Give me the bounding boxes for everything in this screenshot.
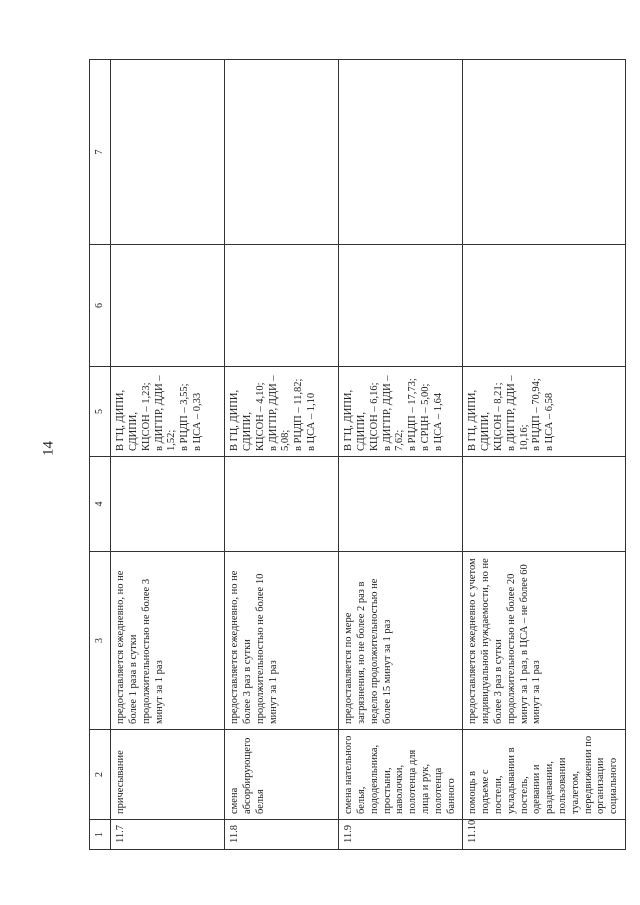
service-name: причесывание xyxy=(111,730,225,820)
service-name: помощь в подъеме с постели, укладывании в постель, одевании и раздевании, пользовании туалетом, передвижении по организации социального xyxy=(463,730,626,820)
column-7-cell xyxy=(463,60,626,245)
column-4-cell xyxy=(225,457,339,552)
table-row xyxy=(463,60,626,850)
column-header-2: 2 xyxy=(90,730,111,820)
column-header-7: 7 xyxy=(90,60,111,245)
table-row xyxy=(339,60,463,850)
column-6-cell xyxy=(339,245,463,367)
column-6-cell xyxy=(463,245,626,367)
services-table xyxy=(89,59,626,850)
row-number: 11.8 xyxy=(225,820,339,850)
service-description: предоставляется ежедневно, но не более 1 раза в сутки продолжительностью не более 3 минут за 1 раз xyxy=(111,552,225,730)
service-name: смена абсорбирующего белья xyxy=(225,730,339,820)
row-number: 11.7 xyxy=(111,820,225,850)
tariff-cell: В ГЦ, ДИПИ, СДИПИ, КЦСОН – 4,10; в ДИГПР, ДДИ – 5,08; в РЦДП – 11,82; в ЦСА – 1,10 xyxy=(225,367,339,457)
column-4-cell xyxy=(463,457,626,552)
page-number: 14 xyxy=(40,441,57,456)
column-header-5: 5 xyxy=(90,367,111,457)
column-7-cell xyxy=(339,60,463,245)
tariff-cell: В ГЦ, ДИПИ, СДИПИ, КЦСОН – 6,16; в ДИГПР, ДДИ – 7,62; в РЦДП – 17,73; в СРЦН – 5,00; в ЦСА – 1,64 xyxy=(339,367,463,457)
column-4-cell xyxy=(339,457,463,552)
column-6-cell xyxy=(111,245,225,367)
header-row xyxy=(90,60,111,850)
column-header-6: 6 xyxy=(90,245,111,367)
row-number: 11.9 xyxy=(339,820,463,850)
column-7-cell xyxy=(225,60,339,245)
table-row xyxy=(111,60,225,850)
column-4-cell xyxy=(111,457,225,552)
column-header-4: 4 xyxy=(90,457,111,552)
tariff-cell: В ГЦ, ДИПИ, СДИПИ, КЦСОН – 8,21; в ДИГПР, ДДИ – 10,16; в РЦДП – 70,94; в ЦСА – 6,58 xyxy=(463,367,626,457)
column-header-3: 3 xyxy=(90,552,111,730)
column-6-cell xyxy=(225,245,339,367)
table-row xyxy=(225,60,339,850)
service-description: предоставляется по мере загрязнения, но не более 2 раз в неделю продолжительностью не более 15 минут за 1 раз xyxy=(339,552,463,730)
service-description: предоставляется ежедневно, но не более 3 раз в сутки продолжительностью не более 10 минут за 1 раз xyxy=(225,552,339,730)
rotated-table-container xyxy=(89,60,620,850)
service-name: смена нательного белья, пододеяльника, простыни, наволочки, полотенца для лица и рук, полотенца банного xyxy=(339,730,463,820)
service-description: предоставляется ежедневно с учетом индивидуальной нуждаемости, но не более 3 раз в сутки продолжительностью не более 20 минут за 1 раз, в ЦСА – не более 60 минут за 1 раз xyxy=(463,552,626,730)
column-7-cell xyxy=(111,60,225,245)
row-number: 11.10 xyxy=(463,820,626,850)
tariff-cell: В ГЦ, ДИПИ, СДИПИ, КЦСОН – 1,23; в ДИГПР, ДДИ – 1,52; в РЦДП – 3,55; в ЦСА – 0,33 xyxy=(111,367,225,457)
column-header-1: 1 xyxy=(90,820,111,850)
